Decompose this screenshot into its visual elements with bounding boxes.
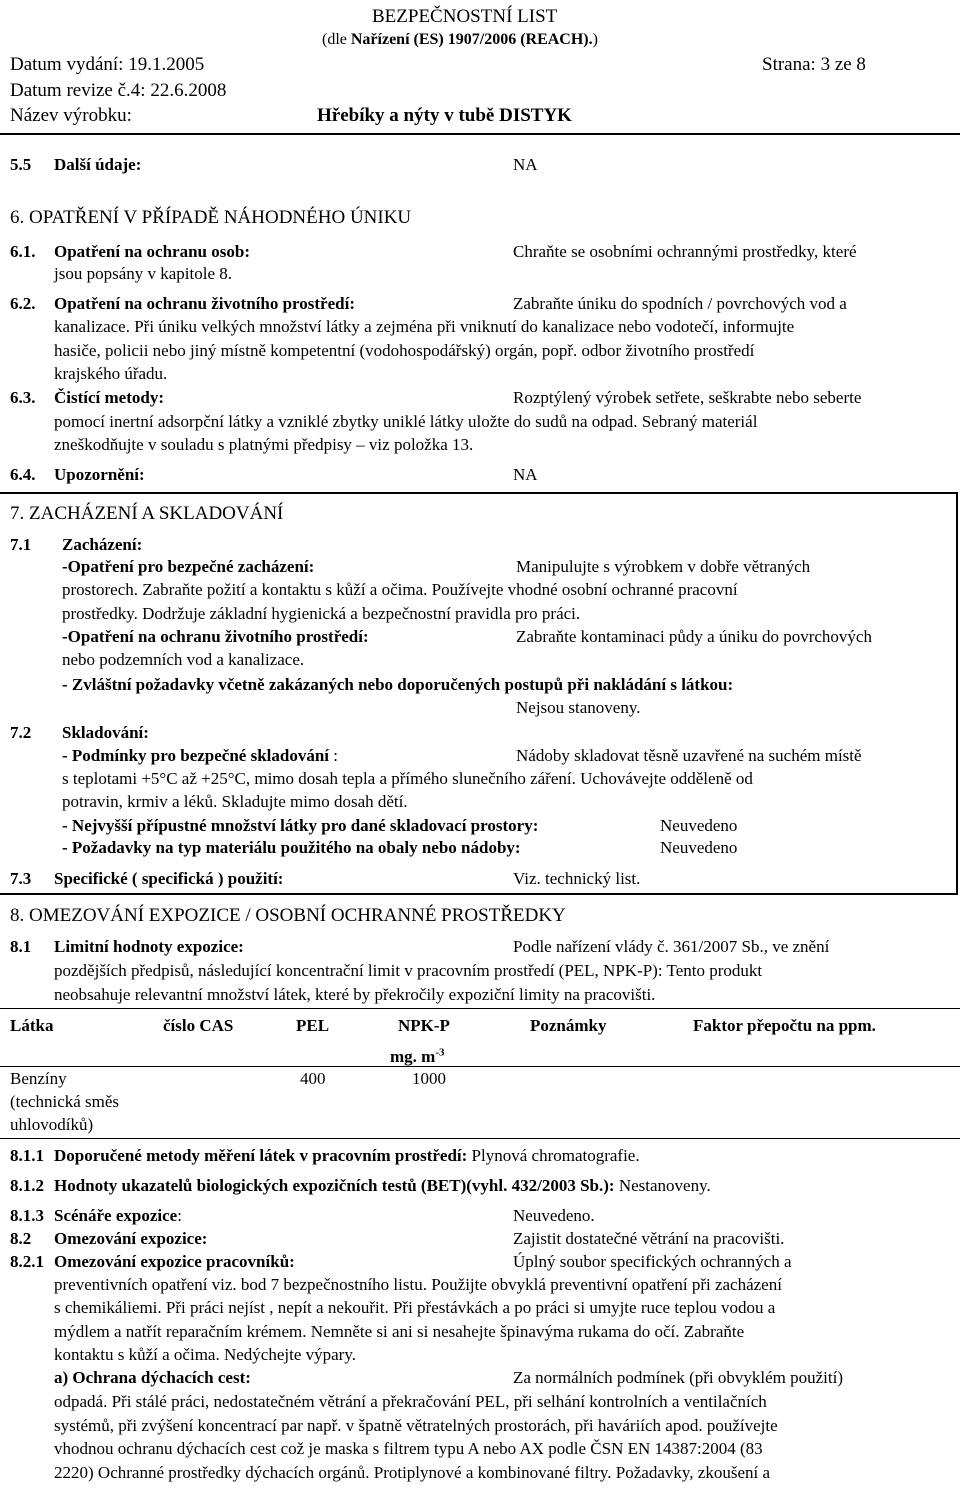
s62-line3: hasiče, policii nebo jiný místně kompetentní (vodohospodářský) orgán, popř. odbor životního prostředí bbox=[54, 341, 755, 360]
s821-line3: s chemikáliemi. Při práci nejíst , nepít a nekouřit. Při přestávkách a po práci si umyjte ruce teplou vodou a bbox=[54, 1298, 776, 1317]
product-label: Název výrobku: bbox=[10, 105, 132, 126]
table-row-name-2: (technická směs bbox=[10, 1092, 120, 1111]
s61-num: 6.1. bbox=[10, 242, 36, 261]
s821-line4: mýdlem a natřít reparačním krémem. Nemněte si ani si nesahejte špinavýma rukama do očí. Zabraňte bbox=[54, 1322, 745, 1341]
section-7-box-right bbox=[956, 492, 958, 894]
s813-value: Neuvedeno. bbox=[513, 1206, 595, 1225]
st2-value: Neuvedeno bbox=[660, 816, 738, 835]
st3-value: Neuvedeno bbox=[660, 838, 738, 857]
s821-label: Omezování expozice pracovníků: bbox=[54, 1252, 295, 1271]
table-row-pel: 400 bbox=[300, 1069, 326, 1088]
s813-label: Scénáře expozice: bbox=[54, 1206, 182, 1225]
table-header-pel: PEL bbox=[296, 1016, 330, 1035]
h2-label: -Opatření na ochranu životního prostředí: bbox=[62, 627, 369, 646]
s811-text: Doporučené metody měření látek v pracovním prostředí: Plynová chromatografie. bbox=[54, 1146, 640, 1165]
s82-value: Zajistit dostatečné větrání na pracovišti. bbox=[513, 1229, 785, 1248]
s62-num: 6.2. bbox=[10, 294, 36, 313]
st1-value: Nádoby skladovat těsně uzavřené na suchém místě bbox=[516, 746, 862, 765]
resp-line3: systémů, při zvýšení koncentrací par např. v špatně větratelných prostorách, při haváriích apod. používejte bbox=[54, 1416, 778, 1435]
st3-label: - Požadavky na typ materiálu použitého na obaly nebo nádoby: bbox=[62, 838, 521, 857]
table-header-substance: Látka bbox=[10, 1016, 54, 1035]
s82-label: Omezování expozice: bbox=[54, 1229, 208, 1248]
section-7-title: 7. ZACHÁZENÍ A SKLADOVÁNÍ bbox=[10, 503, 284, 524]
table-header-notes: Poznámky bbox=[530, 1016, 607, 1035]
table-header-npk: NPK-P bbox=[398, 1016, 450, 1035]
s71-num: 7.1 bbox=[10, 535, 32, 554]
h1-label: -Opatření pro bezpečné zacházení: bbox=[62, 557, 315, 576]
s821-num: 8.2.1 bbox=[10, 1252, 44, 1271]
s81-label: Limitní hodnoty expozice: bbox=[54, 937, 244, 956]
s81-line2: pozdějších předpisů, následující koncentrační limit v pracovním prostředí (PEL, NPK-P): Tento produkt bbox=[54, 961, 763, 980]
regulation-subtitle: (dle Nařízení (ES) 1907/2006 (REACH).) bbox=[322, 31, 598, 48]
s61-value: Chraňte se osobními ochrannými prostředky, které bbox=[513, 242, 857, 261]
s821-line5: kontaktu s kůží a očima. Nedýchejte výpary. bbox=[54, 1345, 356, 1364]
s63-line3: zneškodňujte v souladu s platnými předpisy – viz položka 13. bbox=[54, 435, 474, 454]
s64-label: Upozornění: bbox=[54, 465, 145, 484]
s821-value: Úplný soubor specifických ochranných a bbox=[513, 1252, 792, 1271]
resp-line4: vhodnou ochranu dýchacích cest což je maska s filtrem typu A nebo AX podle ČSN EN 14387:2004 (83 bbox=[54, 1439, 763, 1458]
s73-num: 7.3 bbox=[10, 869, 32, 888]
st1-line3: potravin, krmiv a léků. Skladujte mimo dosah dětí. bbox=[62, 792, 408, 811]
h2-line2: nebo podzemních vod a kanalizace. bbox=[62, 650, 305, 669]
s62-value: Zabraňte úniku do spodních / povrchových vod a bbox=[513, 294, 847, 313]
h1-value: Manipulujte s výrobkem v dobře větraných bbox=[516, 557, 811, 576]
table-header-border bbox=[0, 1066, 960, 1067]
s81-num: 8.1 bbox=[10, 937, 32, 956]
s821-line2: preventivních opatření viz. bod 7 bezpečnostního listu. Použijte obvyklá preventivní opatření při zacházení bbox=[54, 1275, 782, 1294]
section-7-box-bottom bbox=[0, 893, 958, 895]
s61-label: Opatření na ochranu osob: bbox=[54, 242, 250, 261]
section-6-title: 6. OPATŘENÍ V PŘÍPADĚ NÁHODNÉHO ÚNIKU bbox=[10, 207, 412, 228]
resp-line5: 2220) Ochranné prostředky dýchacích orgánů. Protiplynové a kombinované filtry. Požadavky, zkoušení a bbox=[54, 1463, 771, 1482]
resp-value: Za normálních podmínek (při obvyklém použití) bbox=[513, 1368, 844, 1387]
s72-num: 7.2 bbox=[10, 723, 32, 742]
st1-label: - Podmínky pro bezpečné skladování : bbox=[62, 746, 338, 765]
resp-line2: odpadá. Při stálé práci, nedostatečném větrání a překračování PEL, při selhání kontrolních a ventilačních bbox=[54, 1392, 767, 1411]
s72-label: Skladování: bbox=[62, 723, 149, 742]
st1-line2: s teplotami +5°C až +25°C, mimo dosah tepla a přímého slunečního záření. Uchovávejte odděleně od bbox=[62, 769, 753, 788]
s73-label: Specifické ( specifická ) použití: bbox=[54, 869, 284, 888]
s5-value: NA bbox=[513, 155, 538, 174]
page-number: Strana: 3 ze 8 bbox=[762, 54, 866, 75]
table-header-factor: Faktor přepočtu na ppm. bbox=[693, 1016, 876, 1035]
h3-label: - Zvláštní požadavky včetně zakázaných nebo doporučených postupů při nakládání s látkou: bbox=[62, 675, 734, 694]
s73-value: Viz. technický list. bbox=[513, 869, 641, 888]
resp-label: a) Ochrana dýchacích cest: bbox=[54, 1368, 251, 1387]
s811-num: 8.1.1 bbox=[10, 1146, 44, 1165]
s62-line4: krajského úřadu. bbox=[54, 364, 168, 383]
s61-line2: jsou popsány v kapitole 8. bbox=[54, 264, 233, 283]
product-name: Hřebíky a nýty v tubě DISTYK bbox=[317, 105, 572, 126]
s81-value: Podle nařízení vlády č. 361/2007 Sb., ve znění bbox=[513, 937, 830, 956]
s63-line2: pomocí inertní adsorpční látky a vzniklé zbytky uniklé látky uložte do sudů na odpad. Sebraný materiál bbox=[54, 412, 758, 431]
s63-num: 6.3. bbox=[10, 388, 36, 407]
table-row-name-1: Benzíny bbox=[10, 1069, 67, 1088]
s63-value: Rozptýlený výrobek setřete, seškrabte nebo seberte bbox=[513, 388, 862, 407]
s812-num: 8.1.2 bbox=[10, 1176, 44, 1195]
h1-line2: prostorech. Zabraňte požití a kontaktu s kůží a očima. Používejte vhodné osobní ochranné pracovní bbox=[62, 580, 738, 599]
document-title: BEZPEČNOSTNÍ LIST bbox=[372, 6, 558, 27]
s813-num: 8.1.3 bbox=[10, 1206, 44, 1225]
header-divider bbox=[0, 133, 960, 135]
s81-line3: neobsahuje relevantní množství látek, které by překročily expoziční limity na pracovišti. bbox=[54, 985, 656, 1004]
st2-label: - Nejvyšší přípustné množství látky pro dané skladovací prostory: bbox=[62, 816, 539, 835]
h2-value: Zabraňte kontaminaci půdy a úniku do povrchových bbox=[516, 627, 872, 646]
table-unit: mg. $m^{-3}$ bbox=[390, 1046, 445, 1066]
table-header-cas: číslo CAS bbox=[163, 1016, 234, 1035]
table-bottom-border bbox=[0, 1138, 960, 1139]
s63-label: Čistící metody: bbox=[54, 388, 165, 407]
section-8-title: 8. OMEZOVÁNÍ EXPOZICE / OSOBNÍ OCHRANNÉ PROSTŘEDKY bbox=[10, 905, 566, 926]
s71-label: Zacházení: bbox=[62, 535, 143, 554]
table-row-name-3: uhlovodíků) bbox=[10, 1115, 94, 1134]
table-top-border bbox=[0, 1008, 960, 1009]
s82-num: 8.2 bbox=[10, 1229, 32, 1248]
s812-text: Hodnoty ukazatelů biologických expozičních testů (BET)(vyhl. 432/2003 Sb.): Nestanoveny. bbox=[54, 1176, 711, 1195]
issue-date: Datum vydání: 19.1.2005 bbox=[10, 54, 205, 75]
table-row-npk: 1000 bbox=[412, 1069, 446, 1088]
s64-num: 6.4. bbox=[10, 465, 36, 484]
h3-value: Nejsou stanoveny. bbox=[516, 698, 641, 717]
s5-label: Další údaje: bbox=[54, 155, 142, 174]
s5-num: 5.5 bbox=[10, 155, 32, 174]
s62-line2: kanalizace. Při úniku velkých množství látky a zejména při vniknutí do kanalizace nebo vodotečí, informujte bbox=[54, 317, 795, 336]
s62-label: Opatření na ochranu životního prostředí: bbox=[54, 294, 355, 313]
section-7-box-top bbox=[0, 492, 958, 494]
revision-date: Datum revize č.4: 22.6.2008 bbox=[10, 80, 227, 101]
h1-line3: prostředky. Dodržuje základní hygienická a bezpečnostní pravidla pro práci. bbox=[62, 604, 581, 623]
s64-value: NA bbox=[513, 465, 538, 484]
